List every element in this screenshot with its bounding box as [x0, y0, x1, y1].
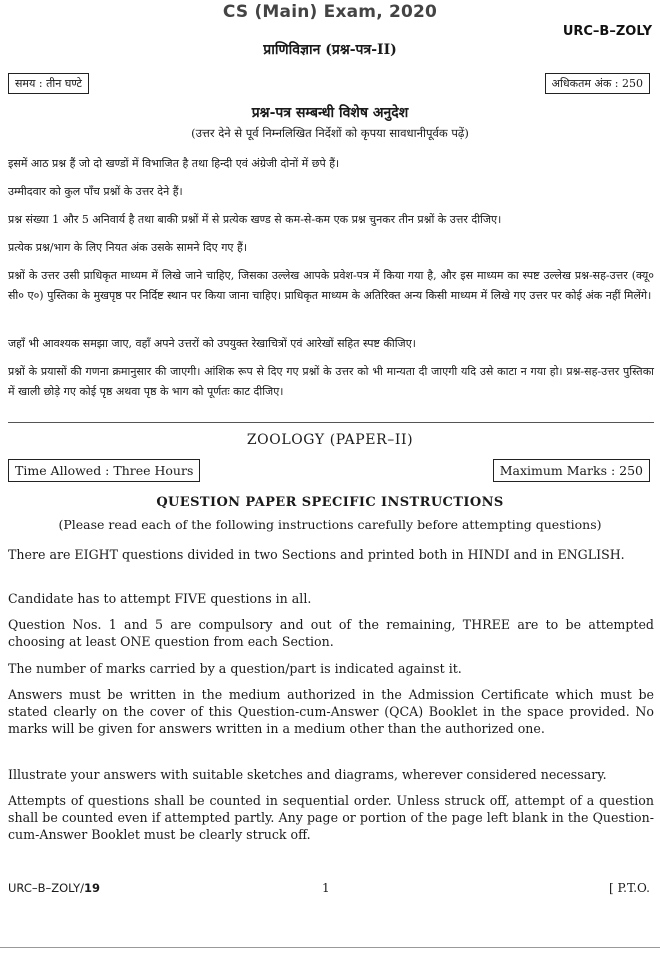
footer-paper-code	[8, 881, 100, 895]
hindi-subject-title: प्राणिविज्ञान (प्रश्न-पत्र-II)	[263, 42, 397, 58]
hindi-instruction: प्रश्नों के उत्तर उसी प्राधिकृत माध्यम में लिखे जाने चाहिए, जिसका उल्लेख आपके प्रवेश-पत्र में किया गया है, और इस माध्यम का स्पष्ट उल्लेख प्रश्न-सह-उत्तर (क्यू० सी० ए०) पुस्तिका के मुखपृष्ठ पर निर्दिष्ट स्थान पर किया जाना चाहिए। प्राधिकृत माध्यम के अतिरिक्त अन्य किसी माध्यम में लिखे गए उत्तर पर कोई अंक नहीं मिलेंगे।	[8, 269, 654, 302]
footer-code-prefix: URC–B–ZOLY/	[8, 881, 84, 895]
hindi-max-marks-box: अधिकतम अंक : 250	[545, 73, 650, 94]
section-divider	[8, 422, 654, 423]
english-instructions-subheading: (Please read each of the following instructions carefully before attempting questions)	[58, 517, 602, 532]
hindi-instruction: प्रत्येक प्रश्न/भाग के लिए नियत अंक उसके सामने दिए गए हैं।	[8, 241, 247, 254]
english-instructions-heading: QUESTION PAPER SPECIFIC INSTRUCTIONS	[156, 495, 504, 510]
hindi-instruction: उम्मीदवार को कुल पाँच प्रश्नों के उत्तर देने हैं।	[8, 185, 183, 198]
english-time-box: Time Allowed : Three Hours	[8, 459, 200, 482]
hindi-instruction: प्रश्न संख्या 1 और 5 अनिवार्य है तथा बाकी प्रश्नों में से प्रत्येक खण्ड से कम-से-कम एक प्रश्न चुनकर तीन प्रश्नों के उत्तर दीजिए।	[8, 213, 502, 226]
english-instruction: Question Nos. 1 and 5 are compulsory and out of the remaining, THREE are to be attempted choosing at least ONE question from each Section.	[8, 617, 654, 649]
hindi-instruction: इसमें आठ प्रश्न हैं जो दो खण्डों में विभाजित है तथा हिन्दी एवं अंग्रेजी दोनों में छपे हैं।	[8, 157, 340, 170]
bottom-rule	[0, 947, 660, 948]
english-instruction: Attempts of questions shall be counted in sequential order. Unless struck off, attempt of a question shall be counted even if attempted partly. Any page or portion of the page left blank in the Question-cum-Answer Booklet must be clearly struck off.	[8, 793, 654, 842]
hindi-time-box: समय : तीन घण्टे	[8, 73, 89, 94]
paper-code: URC–B–ZOLY	[562, 24, 652, 39]
footer-code-number: 19	[83, 881, 100, 895]
hindi-instructions-heading: प्रश्न-पत्र सम्बन्धी विशेष अनुदेश	[251, 105, 409, 121]
hindi-instruction: प्रश्नों के प्रयासों की गणना क्रमानुसार की जाएगी। आंशिक रूप से दिए गए प्रश्नों के उत्तर को भी मान्यता दी जाएगी यदि उसे काटा न गया हो। प्रश्न-सह-उत्तर पुस्तिका में खाली छोड़े गए कोई पृष्ठ अथवा पृष्ठ के भाग को पूर्णतः काट दीजिए।	[8, 365, 654, 398]
english-subject-title: ZOOLOGY (PAPER–II)	[246, 432, 414, 448]
english-instruction: The number of marks carried by a question/part is indicated against it.	[8, 661, 462, 676]
english-instruction: Illustrate your answers with suitable sketches and diagrams, wherever considered necessary.	[8, 767, 607, 782]
pto-note: [ P.T.O.	[609, 881, 650, 895]
page-number: 1	[322, 881, 330, 895]
exam-title: CS (Main) Exam, 2020	[222, 2, 438, 22]
english-instruction: Answers must be written in the medium authorized in the Admission Certificate which must be stated clearly on the cover of this Question-cum-Answer (QCA) Booklet in the space provided. No marks will be given for answers written in a medium other than the authorized one.	[8, 687, 654, 736]
english-instruction: There are EIGHT questions divided in two Sections and printed both in HINDI and in ENGLISH.	[8, 547, 625, 562]
english-instruction: Candidate has to attempt FIVE questions in all.	[8, 591, 312, 606]
hindi-instructions-subheading: (उत्तर देने से पूर्व निम्नलिखित निर्देशों को कृपया सावधानीपूर्वक पढ़ें)	[191, 126, 469, 140]
hindi-instruction: जहाँ भी आवश्यक समझा जाए, वहाँ अपने उत्तरों को उपयुक्त रेखाचित्रों एवं आरेखों सहित स्पष्ट कीजिए।	[8, 337, 416, 350]
english-max-marks-box: Maximum Marks : 250	[493, 459, 650, 482]
